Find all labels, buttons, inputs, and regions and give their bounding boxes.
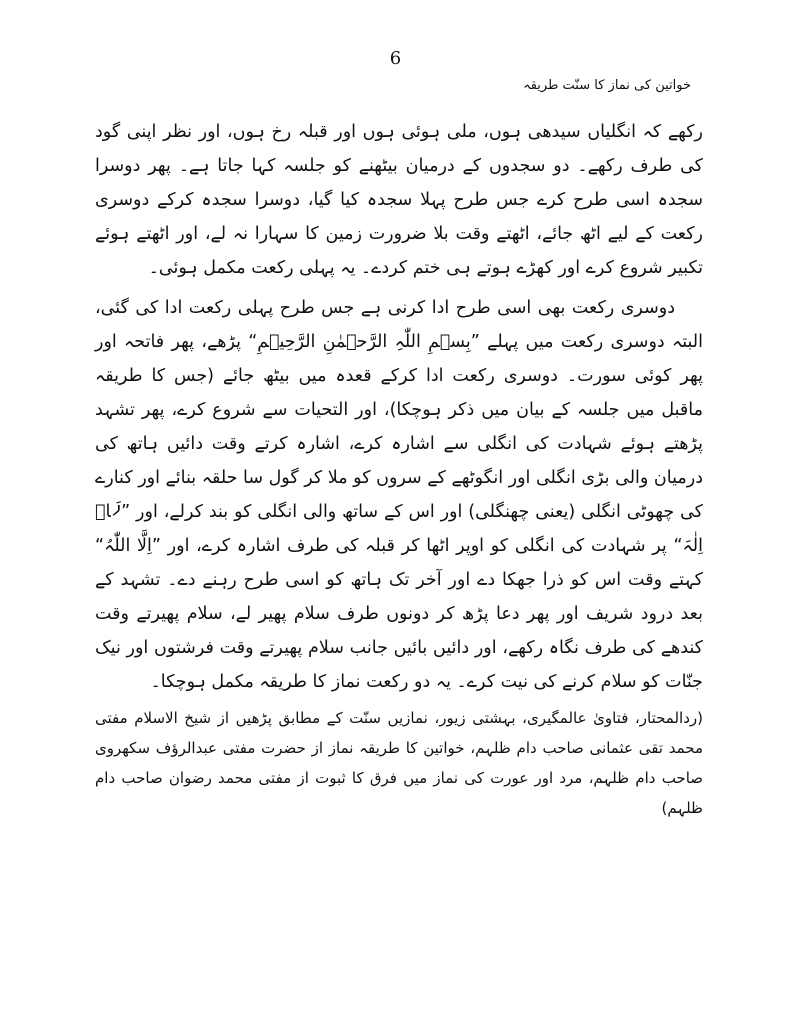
paragraph: رکھے کہ انگلیاں سیدھی ہوں، ملی ہوئی ہوں اور قبلہ رخ ہوں، اور نظر اپنی گود کی طرف رکھے۔ دو سجدوں کے درمیان بیٹھنے کو جلسہ کہا جاتا ہے۔ پھر دوسرا سجدہ اسی طرح کرے جس طرح پہلا سجدہ کیا گیا، دوسرا سجدہ کرکے دوسری رکعت کے لیے اٹھ جائے، اٹھتے وقت بلا ضرورت زمین کا سہارا نہ لے، اور اٹھتے ہوئے تکبیر شروع کرے اور کھڑے ہوتے ہی ختم کردے۔ یہ پہلی رکعت مکمل ہوئی۔ [95, 122, 703, 278]
running-header: خواتین کی نماز کا سنّت طریقہ [523, 78, 691, 93]
body-text [95, 115, 703, 823]
page-number: 6 [389, 48, 402, 69]
reference-note: (ردالمحتار، فتاویٰ عالمگیری، بہشتی زیور، نمازیں سنّت کے مطابق پڑھیں از شیخ الاسلام مفتی محمد تقی عثمانی صاحب دام ظلہم، خواتین کا طریقہ نماز از حضرت مفتی عبدالرؤف سکھروی صاحب دام ظلہم، مرد اور عورت کی نماز میں فرق کا ثبوت از مفتی محمد رضوان صاحب دام ظلہم) [95, 709, 703, 817]
paragraph: دوسری رکعت بھی اسی طرح ادا کرنی ہے جس طرح پہلی رکعت ادا کی گئی، البتہ دوسری رکعت میں پہلے ”بِسۡمِ اللّٰہِ الرَّحۡمٰنِ الرَّحِیۡمِ“ پڑھے، پھر فاتحہ اور پھر کوئی سورت۔ دوسری رکعت ادا کرکے قعدہ میں بیٹھ جائے (جس کا طریقہ ماقبل میں جلسہ کے بیان میں ذکر ہوچکا)، اور التحیات سے شروع کرے، پھر تشہد پڑھتے ہوئے شہادت کی انگلی سے اشارہ کرے، اشارہ کرتے وقت دائیں ہاتھ کی درمیان والی بڑی انگلی اور انگوٹھے کے سروں کو ملا کر گول سا حلقہ بنائے اور کنارے کی چھوٹی انگلی (یعنی چھنگلی) اور اس کے ساتھ والی انگلی کو بند کرلے، اور ”لَاۤ اِلٰہَ“ پر شہادت کی انگلی کو اوپر اٹھا کر قبلہ کی طرف اشارہ کرے، اور ”اِلَّا اللّٰہُ“ کہتے وقت اس کو ذرا جھکا دے اور آخر تک ہاتھ کو اسی طرح رہنے دے۔ تشہد کے بعد درود شریف اور پھر دعا پڑھ کر دونوں طرف سلام پھیر لے، سلام پھیرتے وقت کندھے کی طرف نگاہ رکھے، اور دائیں بائیں جانب سلام پھیرتے وقت فرشتوں اور نیک جنّات کو سلام کرنے کی نیت کرے۔ یہ دو رکعت نماز کا طریقہ مکمل ہوچکا۔ [95, 298, 703, 692]
